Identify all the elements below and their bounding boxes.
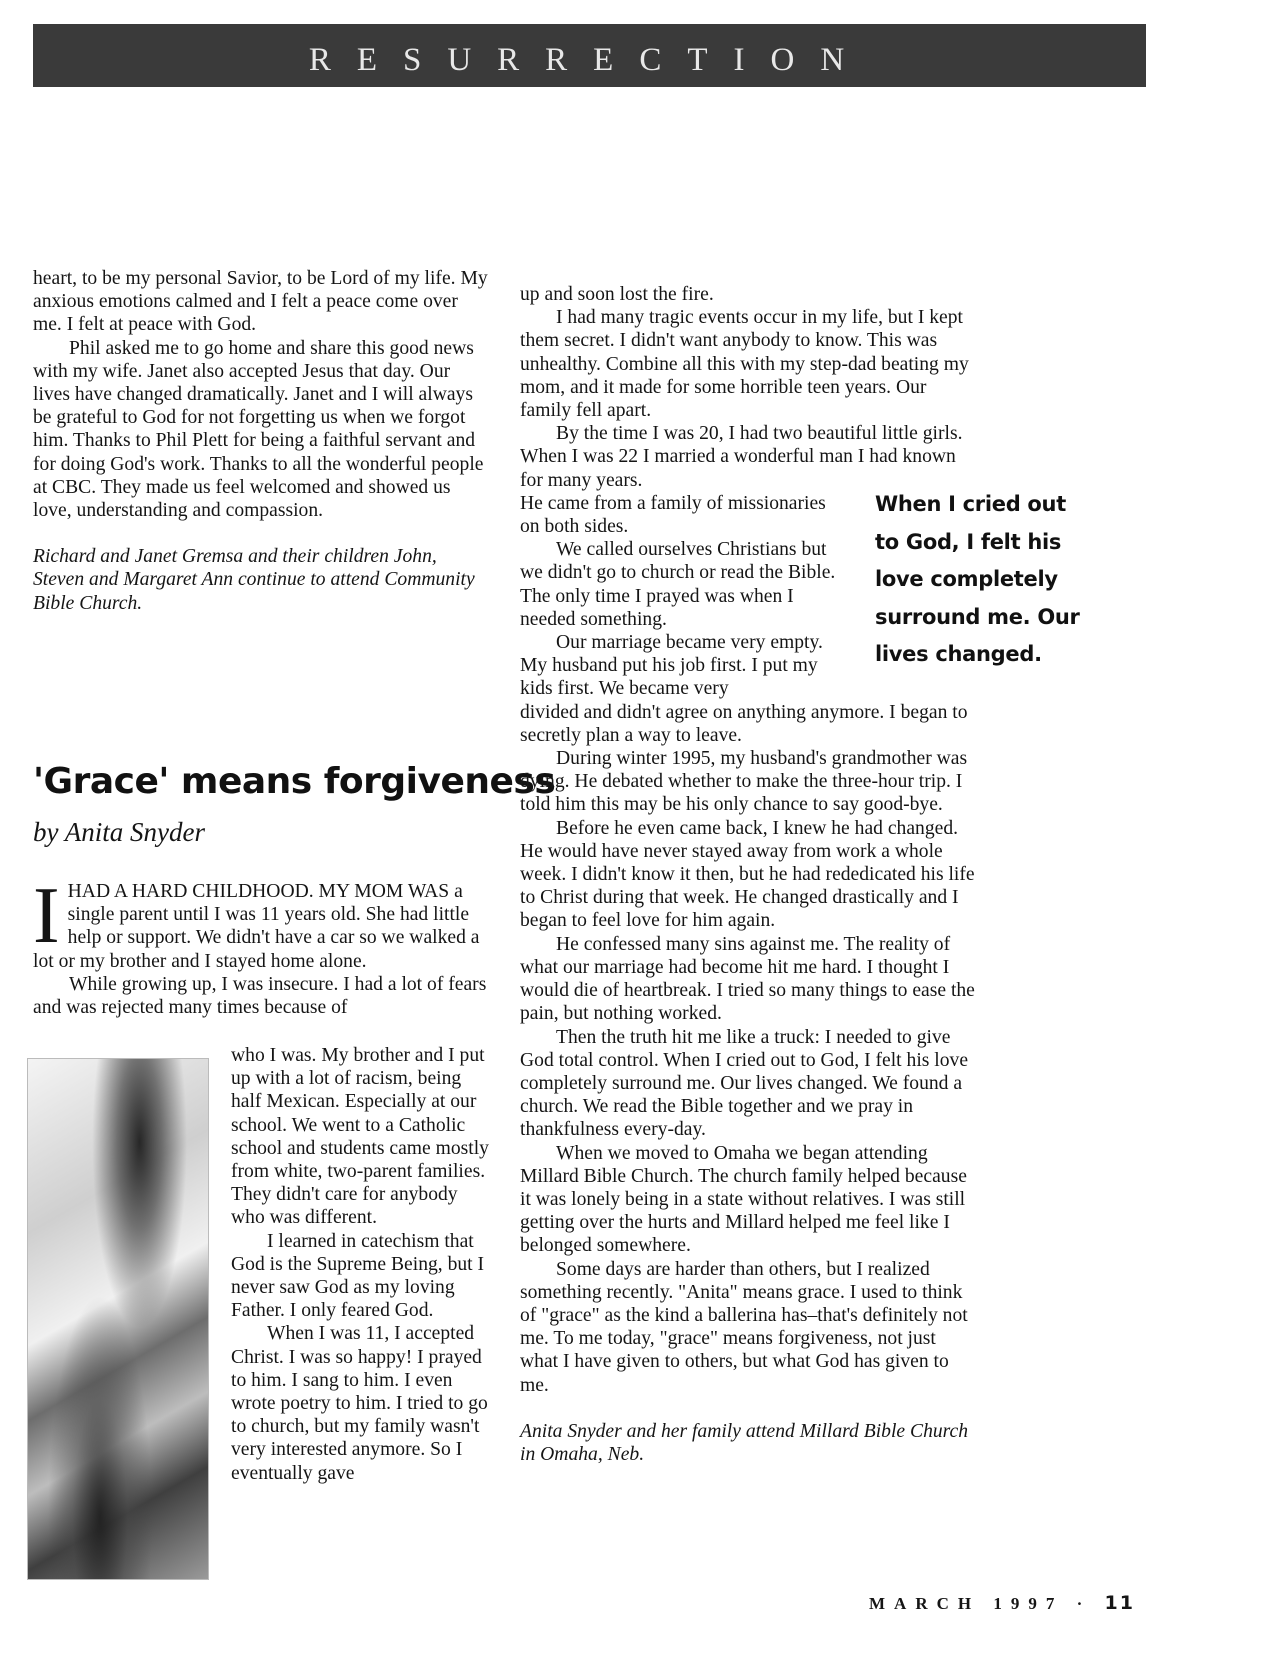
author-credit: Anita Snyder and her family attend Millard Bible Church in Omaha, Neb. [520, 1420, 969, 1465]
paragraph: We called ourselves Christians but we didn't go to church or read the Bible. The only time I prayed was when I needed something. [520, 539, 836, 630]
article-column-2 [520, 283, 976, 1466]
paragraph: He confessed many sins against me. The reality of what our marriage had become hit me hard. I thought I would die of heartbreak. I tried so many things to ease the pain, but nothing worked. [520, 933, 975, 1025]
drop-cap: I [33, 872, 60, 960]
paragraph: heart, to be my personal Savior, to be Lord of my life. My anxious emotions calmed and I felt a peace come over me. I felt at peace with God. [33, 268, 488, 336]
paragraph: I learned in catechism that God is the Supreme Being, but I never saw God as my loving Father. I only feared God. [231, 1230, 485, 1322]
paragraph: During winter 1995, my husband's grandmother was dying. He debated whether to make the three-hour trip. I told him this may be his only chance to say good-bye. [520, 748, 968, 816]
previous-story [33, 267, 490, 615]
paragraph: I had many tragic events occur in my life, but I kept them secret. I didn't want anybody to know. This was unhealthy. Combine all this with my step-dad beating my mom, and it made for some horrible teen years. Our family fell apart. [520, 307, 969, 422]
paragraph: who I was. My brother and I put up with a lot of racism, being half Mexican. Especially at our school. We went to a Catholic school and students came mostly from white, two-parent families. They didn't care for anybody who was different. [231, 1045, 489, 1229]
paragraph: Before he even came back, I knew he had changed. He would have never stayed away from work a whole week. I didn't know it then, but he had rededicated his life to Christ during that week. He changed drastically and I began to feel love for him again. [520, 817, 975, 932]
paragraph: He came from a family of missionaries on both sides. [520, 492, 826, 538]
paragraph: Our marriage became very empty. My husband put his job first. I put my kids first. We became very [520, 632, 823, 700]
paragraph: By the time I was 20, I had two beautiful little girls. When I was 22 I married a wonderful man I had known for many years. [520, 423, 963, 491]
paragraph: Some days are harder than others, but I realized something recently. "Anita" means grace. I used to think of "grace" as the kind a ballerina has–that's definitely not me. To me today, "grace" means forgiveness, not just what I have given to others, but what God has given to me. [520, 1258, 968, 1396]
paragraph: When I was 11, I accepted Christ. I was so happy! I prayed to him. I sang to him. I even wrote poetry to him. I tried to go to church, but my family wasn't very interested anymore. So I eventually gave [231, 1323, 488, 1484]
lead-text: HAD A HARD CHILDHOOD. MY MOM WAS a single parent until I was 11 years old. She had little help or support. We didn't have a car so we walked a lot or my brother and I stayed home alone. [33, 881, 480, 972]
paragraph: Phil asked me to go home and share this good news with my wife. Janet also accepted Jesus that day. Our lives have changed dramatically. Janet and I will always be grateful to God for not forgetting us when we forgot him. Thanks to Phil Plett for being a faithful servant and for doing God's work. Thanks to all the wonderful people at CBC. They made us feel welcomed and showed us love, understanding and compassion. [33, 337, 484, 522]
paragraph: While growing up, I was insecure. I had a lot of fears and was rejected many times because of [33, 973, 487, 1019]
article-title: 'Grace' means forgiveness [33, 761, 556, 802]
paragraph: Then the truth hit me like a truck: I needed to give God total control. When I cried out to God, I felt his love completely surround me. Our lives changed. We found a church. We read the Bible together and we pray in thankfulness every-day. [520, 1026, 969, 1141]
pull-quote: When I cried out to God, I felt his love completely surround me. Our lives changed. [875, 492, 1080, 666]
lead-paragraph [33, 872, 490, 973]
paragraph: up and soon lost the fire. [520, 284, 714, 305]
section-banner [33, 24, 1146, 87]
photo-wrap-text [231, 1044, 491, 1485]
paragraph: divided and didn't agree on anything anymore. I began to secretly plan a way to leave. [520, 701, 968, 746]
author-credit: Richard and Janet Gremsa and their children John, Steven and Margaret Ann continue to attend Community Bible Church. [33, 546, 475, 614]
issue-date: MARCH 1997 [869, 1594, 1064, 1613]
page-number: 11 [1104, 1592, 1135, 1614]
page-footer [869, 1592, 1135, 1614]
article-byline: by Anita Snyder [33, 817, 205, 847]
article-photo [27, 1058, 209, 1580]
section-title: RESURRECTION [308, 42, 871, 78]
narrow-section [520, 492, 850, 701]
article-lead [33, 872, 490, 1019]
footer-separator: · [1076, 1594, 1092, 1613]
paragraph: When we moved to Omaha we began attending Millard Bible Church. The church family helped because it was lonely being in a state without relatives. I was still getting over the hurts and Millard helped me feel like I belonged somewhere. [520, 1142, 967, 1257]
